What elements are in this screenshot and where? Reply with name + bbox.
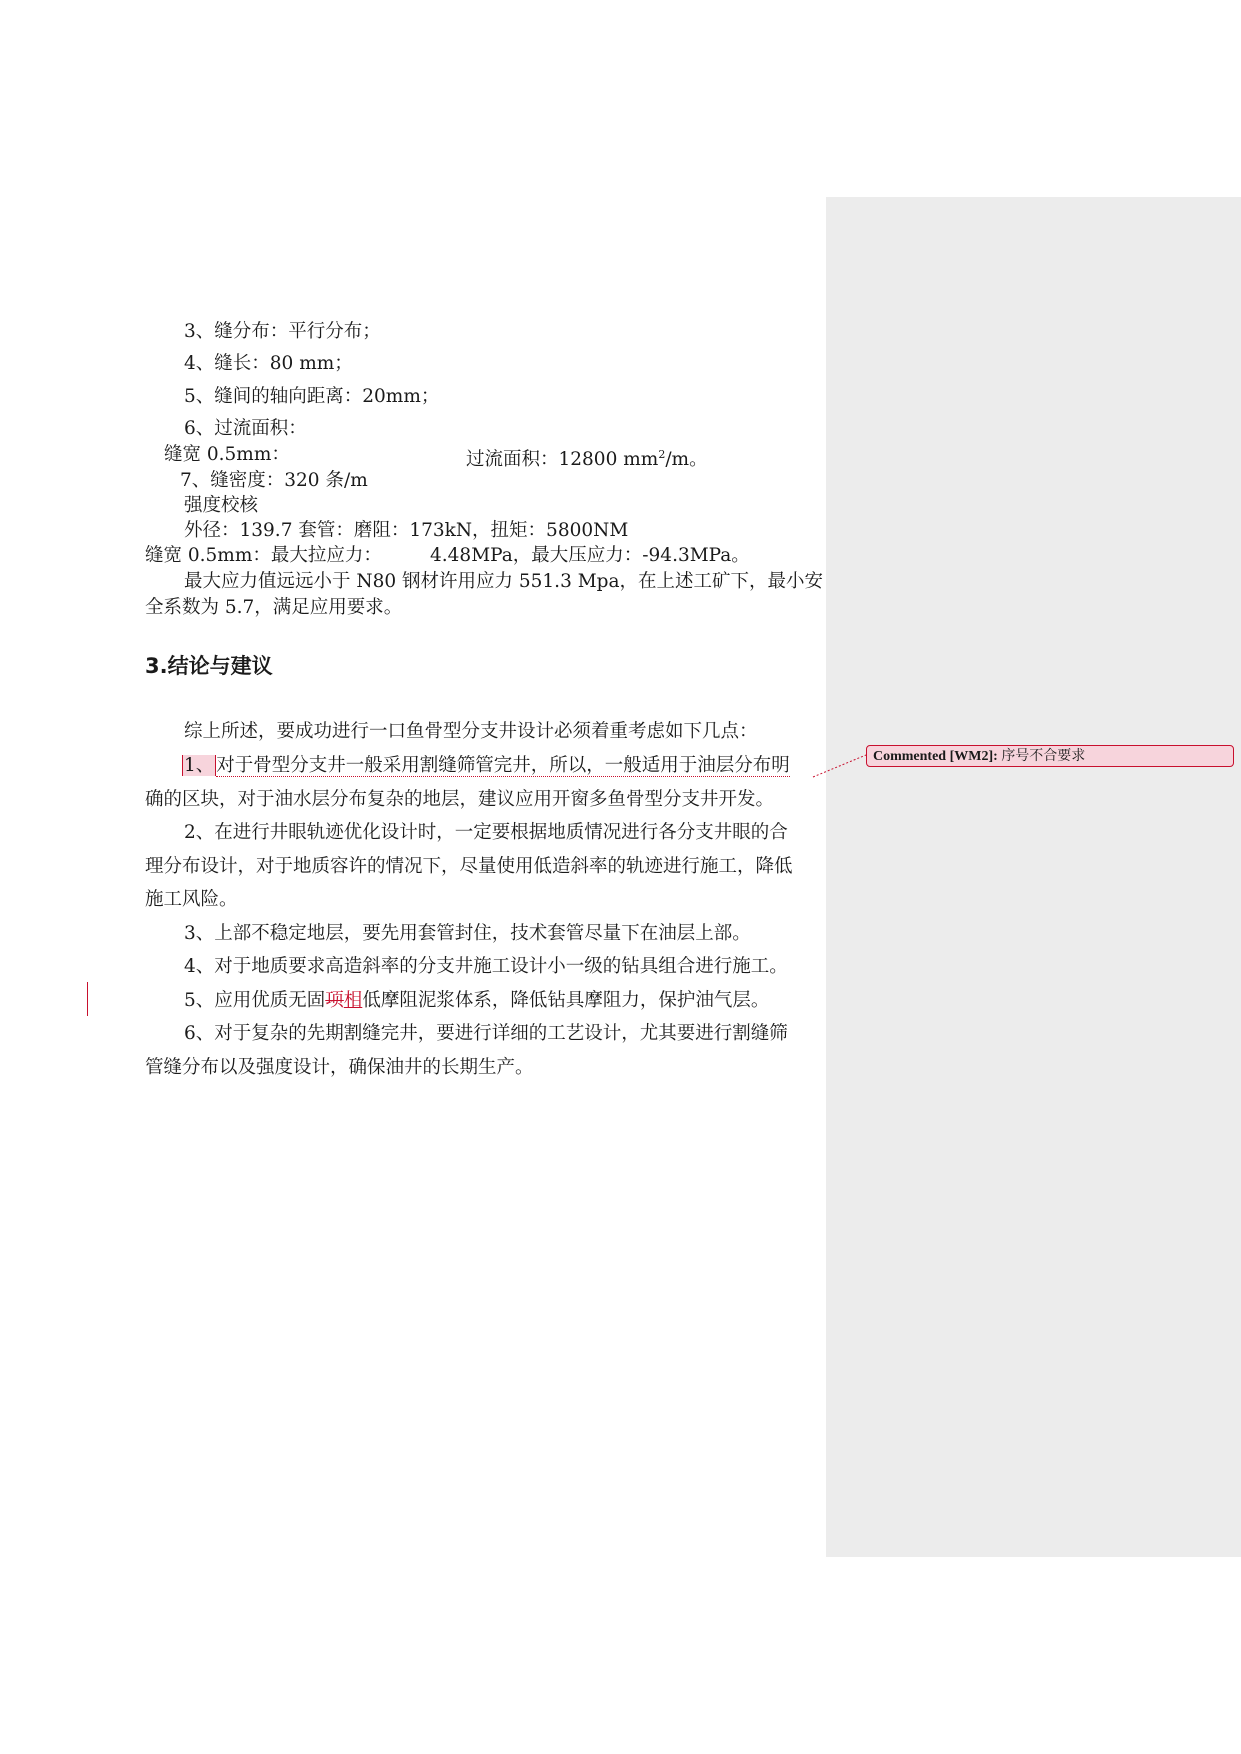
- body-line: 5、缝间的轴向距离：20mm；: [184, 386, 440, 407]
- paragraph-2-line: 2、在进行井眼轨迹优化设计时，一定要根据地质情况进行各分支井眼的合: [184, 822, 788, 843]
- section-heading: 3.结论与建议: [145, 654, 273, 678]
- paragraph-3: 3、上部不稳定地层，要先用套管封住，技术套管尽量下在油层上部。: [184, 923, 751, 944]
- body-line: 缝宽 0.5mm：最大拉应力：: [145, 545, 382, 566]
- paragraph-6-line: 6、对于复杂的先期割缝完井，要进行详细的工艺设计，尤其要进行割缝筛: [184, 1023, 788, 1044]
- paragraph-6-line: 管缝分布以及强度设计，确保油井的长期生产。: [145, 1057, 534, 1078]
- paragraph-1-line: 1、 对于骨型分支井一般采用割缝筛管完井，所以，一般适用于油层分布明: [184, 755, 790, 776]
- body-line: 过流面积：12800 $mm^2/m$。: [466, 448, 708, 471]
- paragraph-1-line: 确的区块，对于油水层分布复杂的地层，建议应用开窗多鱼骨型分支井开发。: [145, 789, 775, 810]
- body-line: 4.48MPa，最大压应力：-94.3MPa。: [430, 545, 750, 566]
- body-line: 4、缝长：80 mm；: [184, 353, 353, 374]
- paragraph-4: 4、对于地质要求高造斜率的分支井施工设计小一级的钻具组合进行施工。: [184, 956, 788, 977]
- comment-balloon[interactable]: Commented [WM2]: 序号不合要求: [866, 745, 1234, 767]
- paragraph-5: 5、应用优质无固项相低摩阻泥浆体系，降低钻具摩阻力，保护油气层。: [184, 990, 770, 1011]
- body-line: 外径：139.7 套管：磨阻：173kN，扭矩：5800NM: [184, 520, 629, 541]
- inserted-text: 相: [343, 990, 363, 1011]
- deleted-text: 项: [325, 990, 344, 1011]
- paragraph-2-line: 理分布设计，对于地质容许的情况下，尽量使用低造斜率的轨迹进行施工，降低: [145, 856, 793, 877]
- comment-anchor-highlight[interactable]: 1、: [184, 755, 215, 776]
- body-line: 强度校核: [184, 495, 259, 516]
- body-line: 最大应力值远远小于 N80 钢材许用应力 551.3 Mpa，在上述工矿下，最小安: [184, 571, 824, 592]
- body-line: 缝宽 0.5mm：: [164, 444, 290, 465]
- comment-label: Commented [WM2]: [873, 749, 994, 764]
- comment-text: 序号不合要求: [1001, 749, 1086, 764]
- body-line: 6、过流面积：: [184, 418, 307, 439]
- body-line: 全系数为 5.7，满足应用要求。: [145, 597, 403, 618]
- body-line: 3、缝分布：平行分布；: [184, 321, 381, 342]
- paragraph-intro: 综上所述，要成功进行一口鱼骨型分支井设计必须着重考虑如下几点：: [184, 721, 758, 742]
- body-line: 7、缝密度：320 条/m: [180, 470, 368, 491]
- paragraph-2-line: 施工风险。: [145, 889, 238, 910]
